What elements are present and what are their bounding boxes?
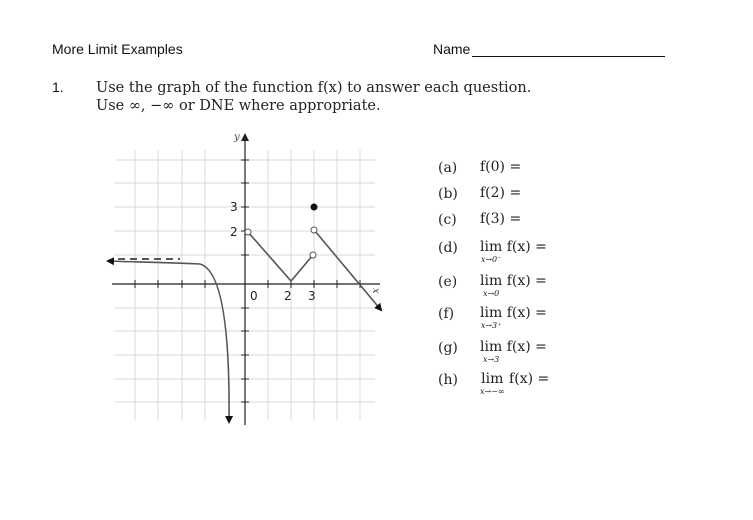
question-item: [438, 274, 547, 298]
y-axis-arrow: [241, 133, 249, 141]
worksheet-title: More Limit Examples: [52, 41, 183, 57]
x-axis-label: x: [370, 288, 381, 294]
limit-word: lim: [480, 239, 503, 255]
question-item: [438, 186, 521, 202]
left-branch-curve: [108, 261, 200, 264]
open-point-0-2: [245, 229, 251, 235]
limit-word: lim: [480, 273, 503, 289]
limit-operator: [480, 274, 502, 298]
x-tick-label-3: 3: [308, 289, 316, 303]
limit-word: lim: [481, 371, 504, 387]
closed-point-3-3: [311, 204, 318, 211]
question-item: [438, 212, 521, 228]
question-expression: f(x) =: [506, 273, 547, 289]
question-label: (d): [438, 240, 458, 256]
limit-operator: [480, 340, 502, 364]
question-item: [438, 240, 547, 264]
question-label: (e): [438, 274, 458, 290]
limit-operator: [480, 372, 505, 396]
question-label: (h): [438, 372, 458, 388]
open-point-3-upper: [311, 227, 317, 233]
question-expression: f(2) =: [480, 185, 522, 201]
right-branch-line: [315, 231, 381, 310]
middle-v-piece: [248, 232, 313, 281]
limit-subscript: x→3: [482, 355, 500, 364]
limit-word: lim: [480, 339, 503, 355]
x-tick-label-2: 2: [284, 289, 292, 303]
question-expression: f(x) =: [509, 371, 550, 387]
limit-subscript: x→0⁻: [480, 255, 502, 264]
question-item: [438, 306, 547, 330]
open-point-3-end: [310, 252, 316, 258]
question-item: [438, 372, 549, 396]
question-expression: f(3) =: [480, 211, 522, 227]
question-label: (f): [438, 306, 455, 322]
question-expression: f(x) =: [506, 339, 547, 355]
limit-word: lim: [480, 305, 503, 321]
question-item: [438, 340, 547, 364]
question-expression: f(0) =: [480, 159, 522, 175]
limit-subscript: x→3⁺: [480, 321, 502, 330]
instruction-line-2: Use ∞, −∞ or DNE where appropriate.: [96, 98, 381, 114]
instruction-line-1: Use the graph of the function f(x) to answer each question.: [96, 80, 532, 96]
question-item: [438, 160, 521, 176]
y-axis-label: y: [234, 132, 240, 143]
problem-number: 1.: [52, 79, 64, 95]
name-label: Name: [433, 41, 471, 57]
limit-subscript: x→0: [482, 289, 500, 298]
limit-operator: [480, 306, 502, 330]
question-expression: f(x) =: [506, 239, 547, 255]
question-expression: f(x) =: [506, 305, 547, 321]
x-tick-label-0: 0: [250, 289, 258, 303]
question-label: (a): [438, 160, 458, 176]
y-tick-label-3: 3: [230, 200, 238, 214]
limit-subscript: x→−∞: [480, 387, 505, 396]
y-tick-label-2: 2: [230, 225, 238, 239]
left-branch-drop: [200, 264, 229, 422]
question-label: (c): [438, 212, 457, 228]
question-label: (b): [438, 186, 458, 202]
limit-operator: [480, 240, 502, 264]
question-label: (g): [438, 340, 458, 356]
